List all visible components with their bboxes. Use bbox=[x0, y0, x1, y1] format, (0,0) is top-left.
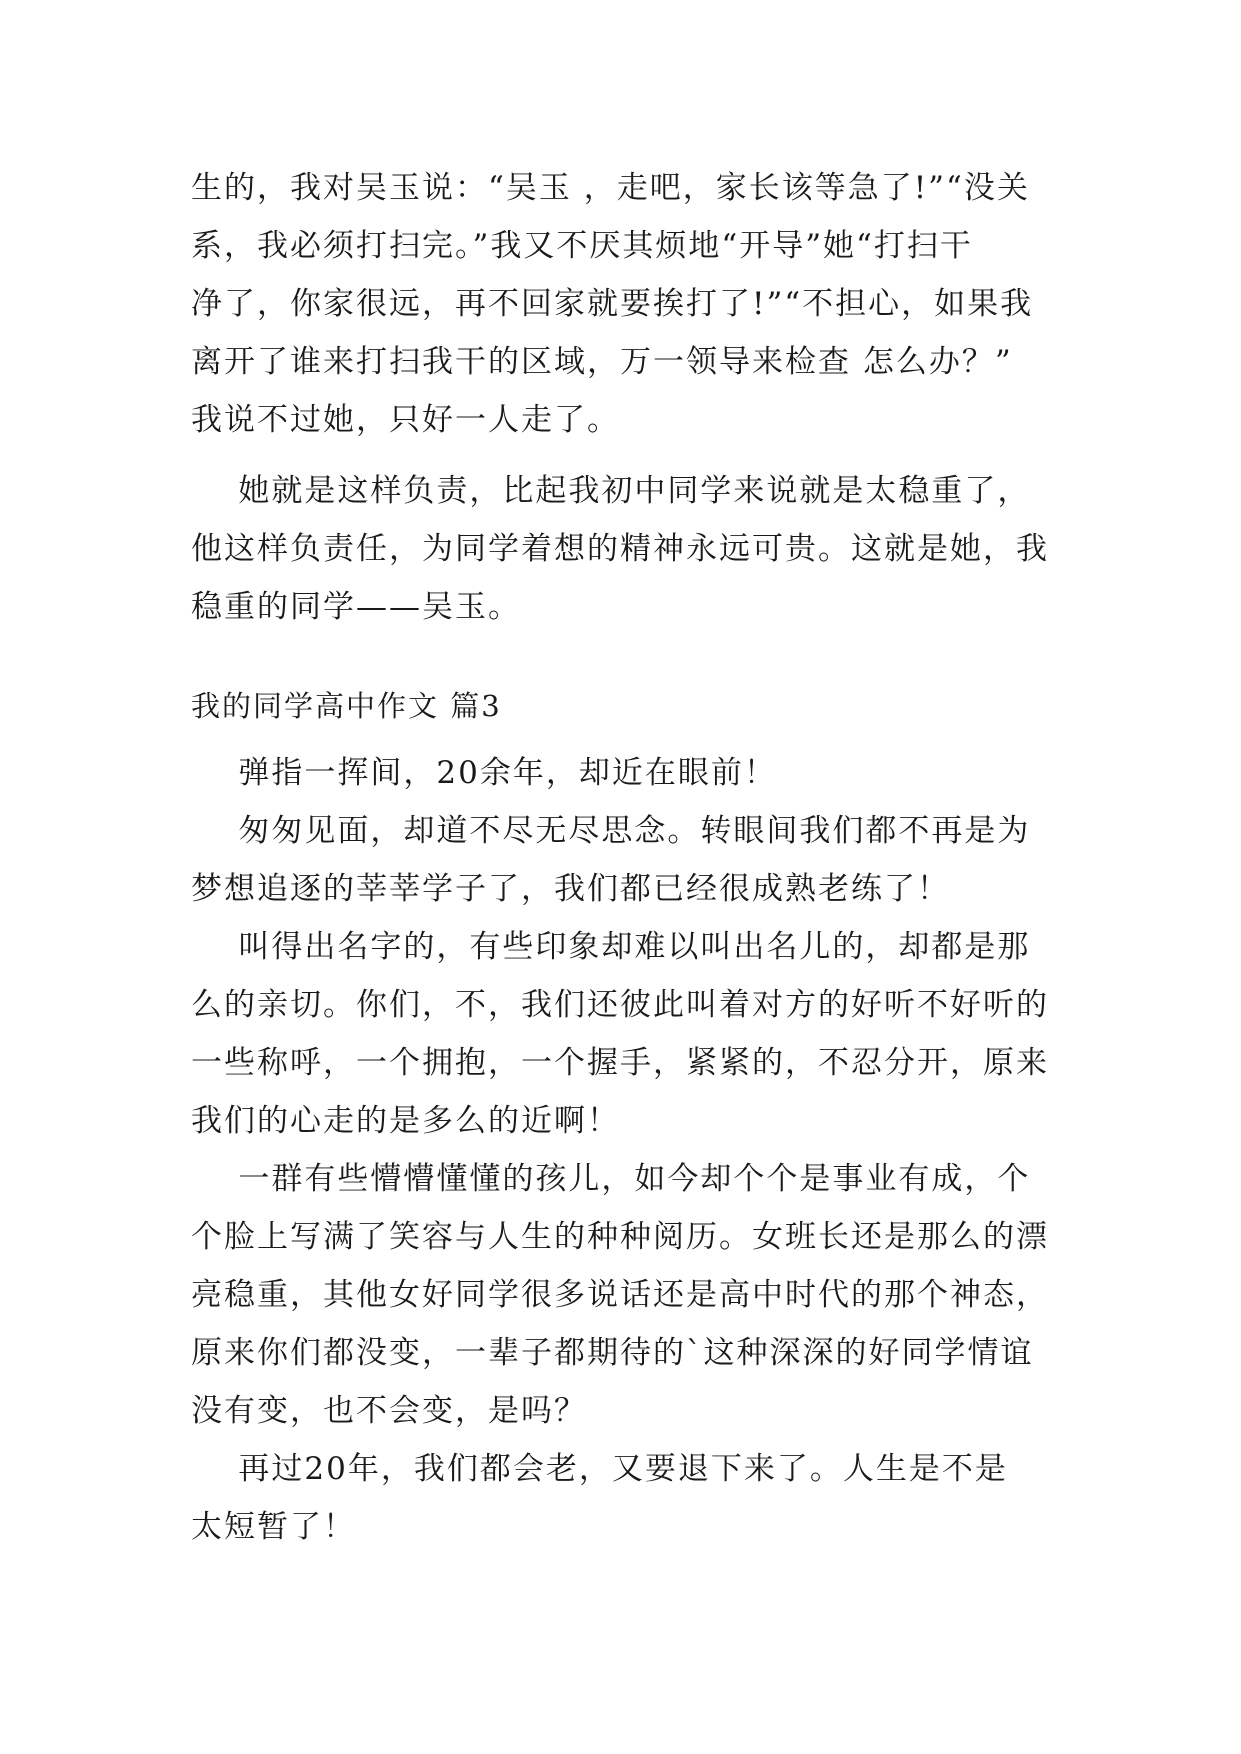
text-line: 我们的心走的是多么的近啊！ bbox=[191, 1103, 620, 1139]
responsible-paragraph bbox=[191, 462, 1051, 636]
article-body bbox=[191, 744, 1051, 1556]
text-line: 亮稳重，其他女好同学很多说话还是高中时代的那个神态， bbox=[191, 1277, 1049, 1313]
text-line: 净了，你家很远，再不回家就要挨打了!”“不担心，如果我 bbox=[191, 286, 1034, 322]
text-line: 梦想追逐的莘莘学子了，我们都已经很成熟老练了！ bbox=[191, 871, 950, 907]
text-line: 离开了谁来打扫我干的区域，万一领导来检查 怎么办？” bbox=[191, 344, 1013, 380]
text-line: 弹指一挥间，20余年，却近在眼前！ bbox=[191, 755, 777, 791]
article-paragraph bbox=[191, 1150, 1051, 1440]
text-line: 一些称呼，一个拥抱，一个握手，紧紧的，不忍分开，原来 bbox=[191, 1045, 1049, 1081]
text-line: 她就是这样负责，比起我初中同学来说就是太稳重了， bbox=[191, 473, 1031, 509]
text-line: 么的亲切。你们，不，我们还彼此叫着对方的好听不好听的 bbox=[191, 987, 1049, 1023]
text-line: 叫得出名字的，有些印象却难以叫出名儿的，却都是那 bbox=[191, 929, 1031, 965]
text-line: 生的，我对吴玉说：“吴玉 ，走吧，家长该等急了!”“没关 bbox=[191, 170, 1030, 206]
article-paragraph bbox=[191, 918, 1051, 1150]
section-heading: 我的同学高中作文 篇3 bbox=[191, 689, 502, 723]
text-line: 个脸上写满了笑容与人生的种种阅历。女班长还是那么的漂 bbox=[191, 1219, 1049, 1255]
article-paragraph bbox=[191, 802, 1051, 918]
text-line: 一群有些懵懵懂懂的孩儿，如今却个个是事业有成，个 bbox=[191, 1161, 1031, 1197]
text-line: 再过20年，我们都会老，又要退下来了。人生是不是 bbox=[191, 1451, 1008, 1487]
text-line: 没有变，也不会变，是吗？ bbox=[191, 1393, 587, 1429]
article-paragraph bbox=[191, 744, 1051, 802]
text-line: 他这样负责任，为同学着想的精神永远可贵。这就是她，我 bbox=[191, 531, 1049, 567]
text-line: 我说不过她，只好一人走了。 bbox=[191, 402, 620, 438]
text-line: 系，我必须打扫完。”我又不厌其烦地“开导”她“打扫干 bbox=[191, 228, 973, 264]
text-line: 太短暂了！ bbox=[191, 1509, 356, 1545]
text-line: 稳重的同学——吴玉。 bbox=[191, 589, 521, 625]
continued-paragraph bbox=[191, 159, 1051, 449]
article-paragraph bbox=[191, 1440, 1051, 1556]
text-line: 匆匆见面，却道不尽无尽思念。转眼间我们都不再是为 bbox=[191, 813, 1031, 849]
text-line: 原来你们都没变，一辈子都期待的`这种深深的好同学情谊 bbox=[191, 1335, 1034, 1371]
